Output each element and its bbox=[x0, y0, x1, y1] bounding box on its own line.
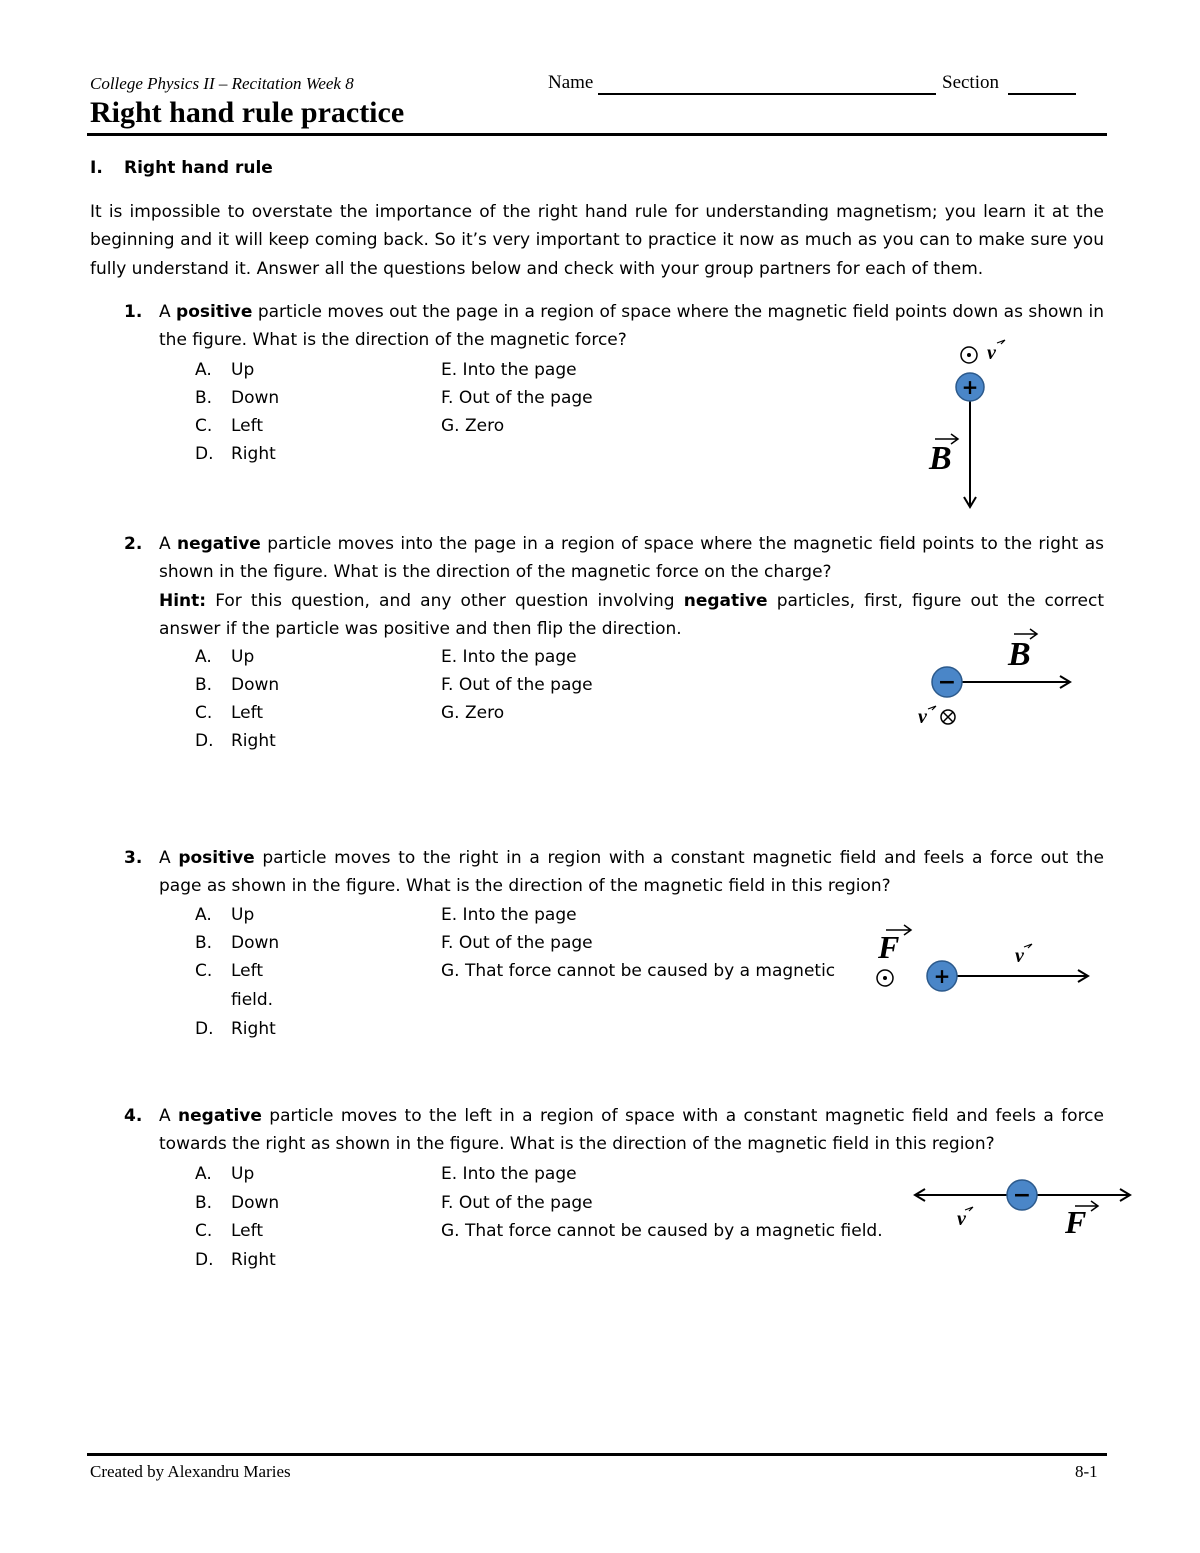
option-c[interactable]: C. Left bbox=[195, 416, 263, 436]
out-of-page-symbol bbox=[877, 970, 893, 986]
option-e[interactable]: E. Into the page bbox=[441, 647, 577, 667]
option-d[interactable]: D. Right bbox=[195, 1019, 276, 1039]
page-title: Right hand rule practice bbox=[90, 96, 405, 129]
option-b[interactable]: B. Down bbox=[195, 388, 280, 408]
course-label: College Physics II – Recitation Week 8 bbox=[90, 74, 354, 93]
footer-divider bbox=[87, 1453, 1107, 1456]
option-g[interactable]: G. Zero bbox=[441, 416, 505, 436]
vector-arrow-icon bbox=[928, 706, 936, 710]
option-e[interactable]: E. Into the page bbox=[441, 1164, 577, 1184]
vector-arrow-icon bbox=[997, 340, 1005, 344]
name-field[interactable] bbox=[598, 93, 936, 95]
force-label: F bbox=[878, 929, 900, 965]
question-4 bbox=[124, 1102, 1104, 1159]
header-divider bbox=[87, 133, 1107, 136]
field-label: B bbox=[1008, 636, 1031, 673]
section-heading bbox=[90, 158, 273, 178]
question-text: A positive particle moves out the page in a region of space where the magnetic field points down as shown in the figure. What is the direction of the magnetic force? bbox=[159, 302, 1104, 351]
question-3 bbox=[124, 844, 1104, 901]
field-label: B bbox=[929, 440, 952, 477]
option-c[interactable]: C. Left bbox=[195, 961, 263, 981]
figure-1 bbox=[915, 335, 1025, 520]
question-hint: Hint: For this question, and any other question involving negative particles, first, figure out the correct answer if the particle was positive and then flip the direction. bbox=[159, 590, 1104, 639]
velocity-label: v bbox=[987, 342, 996, 364]
option-b[interactable]: B. Down bbox=[195, 1193, 280, 1213]
section-field[interactable] bbox=[1008, 93, 1076, 95]
question-number: 3. bbox=[124, 848, 143, 868]
option-c[interactable]: C. Left bbox=[195, 1221, 263, 1241]
option-c-continued: field. bbox=[231, 990, 274, 1010]
option-e[interactable]: E. Into the page bbox=[441, 360, 577, 380]
option-g[interactable]: G. That force cannot be caused by a magnetic field. bbox=[441, 1221, 883, 1241]
question-text: A positive particle moves to the right in a region with a constant magnetic field and feels a force out the page as shown in the figure. What is the direction of the magnetic field in this region? bbox=[159, 848, 1104, 897]
option-d[interactable]: D. Right bbox=[195, 1250, 276, 1270]
option-a[interactable]: A. Up bbox=[195, 905, 255, 925]
velocity-label: v bbox=[918, 706, 927, 728]
question-text: A negative particle moves into the page in a region of space where the magnetic field points to the right as shown in the figure. What is the direction of the magnetic force on the charge? bbox=[159, 534, 1104, 583]
option-f[interactable]: F. Out of the page bbox=[441, 675, 593, 695]
out-of-page-symbol bbox=[961, 347, 977, 363]
charge-sign: − bbox=[1012, 1183, 1032, 1208]
vector-arrow-icon bbox=[1024, 944, 1032, 948]
option-d[interactable]: D. Right bbox=[195, 444, 276, 464]
charge-sign: + bbox=[933, 964, 951, 988]
vector-arrow-icon bbox=[965, 1207, 973, 1211]
option-d[interactable]: D. Right bbox=[195, 731, 276, 751]
option-g[interactable]: G. That force cannot be caused by a magnetic bbox=[441, 961, 836, 981]
option-a[interactable]: A. Up bbox=[195, 1164, 255, 1184]
option-a[interactable]: A. Up bbox=[195, 647, 255, 667]
figure-3 bbox=[868, 920, 1098, 1000]
option-f[interactable]: F. Out of the page bbox=[441, 933, 593, 953]
option-e[interactable]: E. Into the page bbox=[441, 905, 577, 925]
charge-sign: − bbox=[937, 670, 957, 695]
page-number: 8-1 bbox=[1075, 1462, 1098, 1481]
question-number: 2. bbox=[124, 534, 143, 554]
section-title: Right hand rule bbox=[124, 158, 273, 178]
option-f[interactable]: F. Out of the page bbox=[441, 1193, 593, 1213]
question-number: 4. bbox=[124, 1106, 143, 1126]
option-b[interactable]: B. Down bbox=[195, 933, 280, 953]
velocity-label: v bbox=[1015, 945, 1024, 967]
velocity-label: v bbox=[957, 1208, 966, 1230]
force-label: F bbox=[1065, 1204, 1087, 1240]
option-a[interactable]: A. Up bbox=[195, 360, 255, 380]
section-label: Section bbox=[942, 72, 999, 93]
question-number: 1. bbox=[124, 302, 143, 322]
into-page-symbol bbox=[941, 710, 955, 724]
footer-author: Created by Alexandru Maries bbox=[90, 1462, 291, 1481]
figure-4 bbox=[905, 1175, 1140, 1245]
option-g[interactable]: G. Zero bbox=[441, 703, 505, 723]
question-text: A negative particle moves to the left in a region of space with a constant magnetic field and feels a force towards the right as shown in the figure. What is the direction of the magnetic field in this region? bbox=[159, 1106, 1104, 1155]
intro-paragraph: It is impossible to overstate the importance of the right hand rule for understanding magnetism; you learn it at the beginning and it will keep coming back. So it’s very important to practice it now as much as you can to make sure you fully understand it. Answer all the questions below and check with your group partners for each of them. bbox=[90, 202, 1104, 279]
charge-sign: + bbox=[961, 375, 979, 399]
option-c[interactable]: C. Left bbox=[195, 703, 263, 723]
figure-2 bbox=[910, 625, 1080, 730]
option-f[interactable]: F. Out of the page bbox=[441, 388, 593, 408]
section-number: I. bbox=[90, 158, 103, 178]
option-b[interactable]: B. Down bbox=[195, 675, 280, 695]
name-label: Name bbox=[548, 72, 594, 93]
